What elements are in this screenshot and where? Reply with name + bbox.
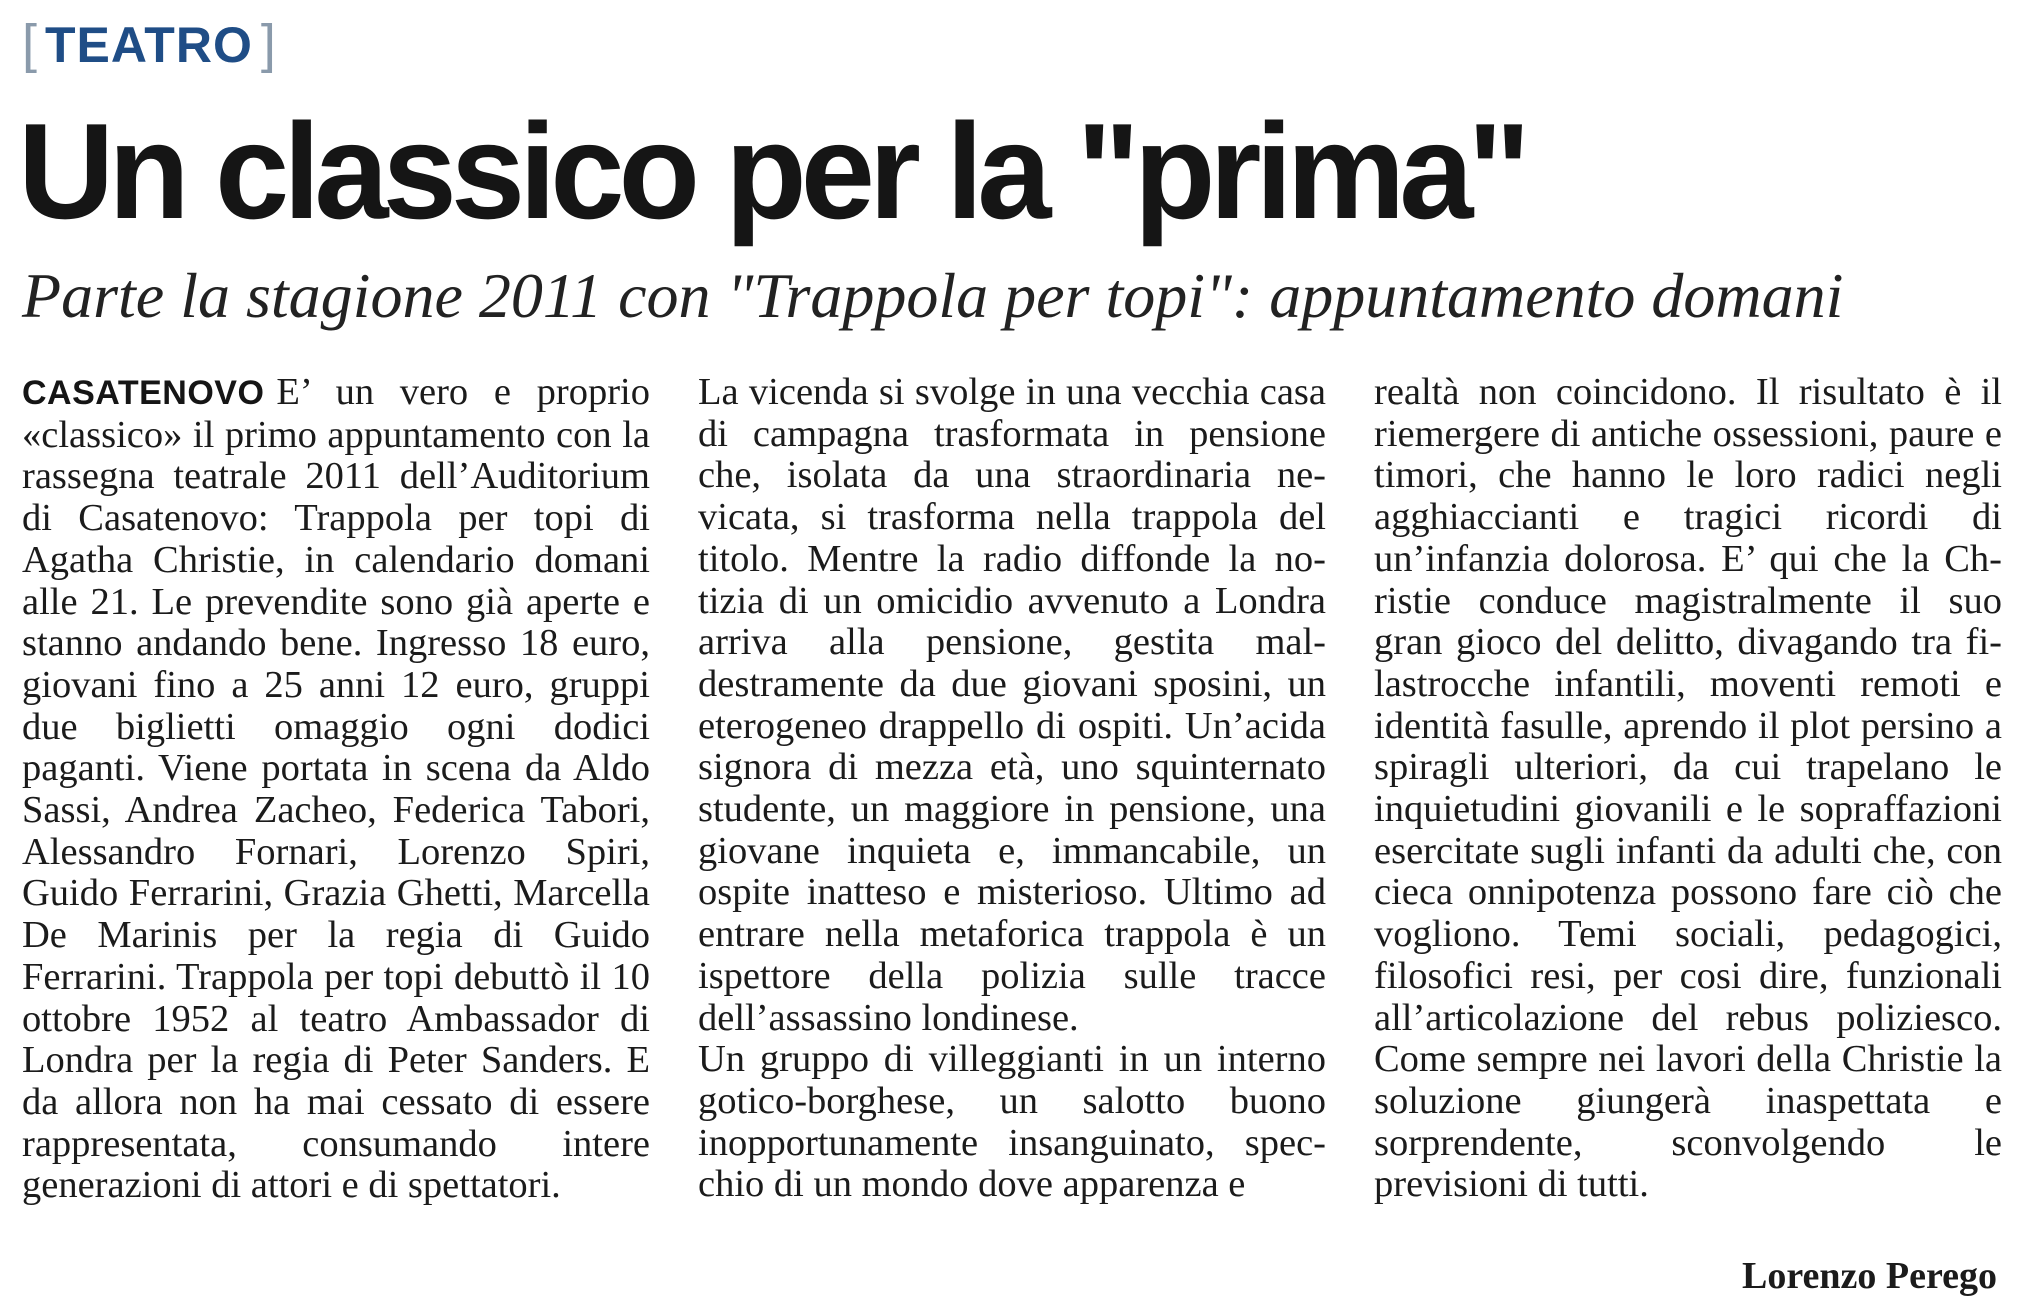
headline: Un classico per la "prima" — [18, 95, 1525, 247]
article-column-3 — [1374, 372, 2002, 1307]
section-label: TEATRO — [45, 17, 253, 73]
kicker-open-bracket: [ — [22, 14, 38, 74]
author-byline: Lorenzo Perego — [1741, 1255, 1997, 1297]
section-kicker — [22, 14, 276, 74]
column-3-paragraph-1: realtà non coincidono. Il risultato è il riemergere di antiche ossessioni, paure e timori, che hanno le loro radici negli agghiaccianti e tragici ricordi di un’infanzia dolorosa. E’ qui che la Christie conduce magistralmente il suo gran gioco del delitto, divagando tra filastrocche infantili, moventi remoti e identità fasulle, aprendo il plot persino a spiragli ulteriori, da cui trapelano le inquietudini giovanili e le sopraffazioni esercitate sugli infanti da adulti che, con cieca onnipotenza possono fare ciò che vogliono. Temi sociali, pedagogici, filosofici resi, per cosi dire, funzionali all’articolazione del rebus poliziesco. Come sempre nei lavori della Christie la soluzione giungerà inaspettata e sorprendente, sconvolgendo le previsioni di tutti. — [1374, 372, 2002, 1206]
dateline: CASATENOVO — [22, 374, 265, 412]
kicker-close-bracket: ] — [260, 14, 276, 74]
article-column-1 — [22, 372, 650, 1307]
column-2-paragraph-2: Un gruppo di villeggianti in un interno gotico-borghese, un salotto buono inopportunamente insanguinato, specchio di un mondo dove apparenza e — [698, 1038, 1326, 1206]
subtitle: Parte la stagione 2011 con "Trappola per topi": appuntamento domani — [22, 260, 1844, 331]
article-column-2 — [698, 372, 1326, 1307]
column-1-paragraph-1 — [22, 372, 650, 1207]
column-2-paragraph-1: La vicenda si svolge in una vecchia casa di campagna trasformata in pensione che, isolata da una straordinaria nevicata, si trasforma nella trappola del titolo. Mentre la radio diffonde la notizia di un omicidio avvenuto a Londra arriva alla pensione, gestita maldestramente da due giovani sposini, un eterogeneo drappello di ospiti. Un’acida signora di mezza età, uno squinternato studente, un maggiore in pensione, una giovane inquieta e, immancabile, un ospite inatteso e misterioso. Ultimo ad entrare nella metaforica trappola è un ispettore della polizia sulle tracce dell’assassino londinese. — [698, 372, 1326, 1039]
column-1-paragraph-1-text: E’ un vero e proprio «classico» il primo appuntamento con la rassegna teatrale 2011 dell’Auditorium di Casatenovo: Trappola per topi di Agatha Christie, in calendario domani alle 21. Le prevendite sono già aperte e stanno andando bene. Ingresso 18 euro, giovani fino a 25 anni 12 euro, gruppi due biglietti omaggio ogni dodici paganti. Viene portata in scena da Aldo Sassi, Andrea Zacheo, Federica Tabori, Alessandro Fornari, Lorenzo Spiri, Guido Ferrarini, Grazia Ghetti, Marcella De Marinis per la regia di Guido Ferrarini. Trappola per topi debuttò il 10 ottobre 1952 al teatro Ambassador di Londra per la regia di Peter Sanders. E da allora non ha mai cessato di essere rappresentata, consumando intere generazioni di attori e di spettatori. — [22, 372, 650, 1207]
